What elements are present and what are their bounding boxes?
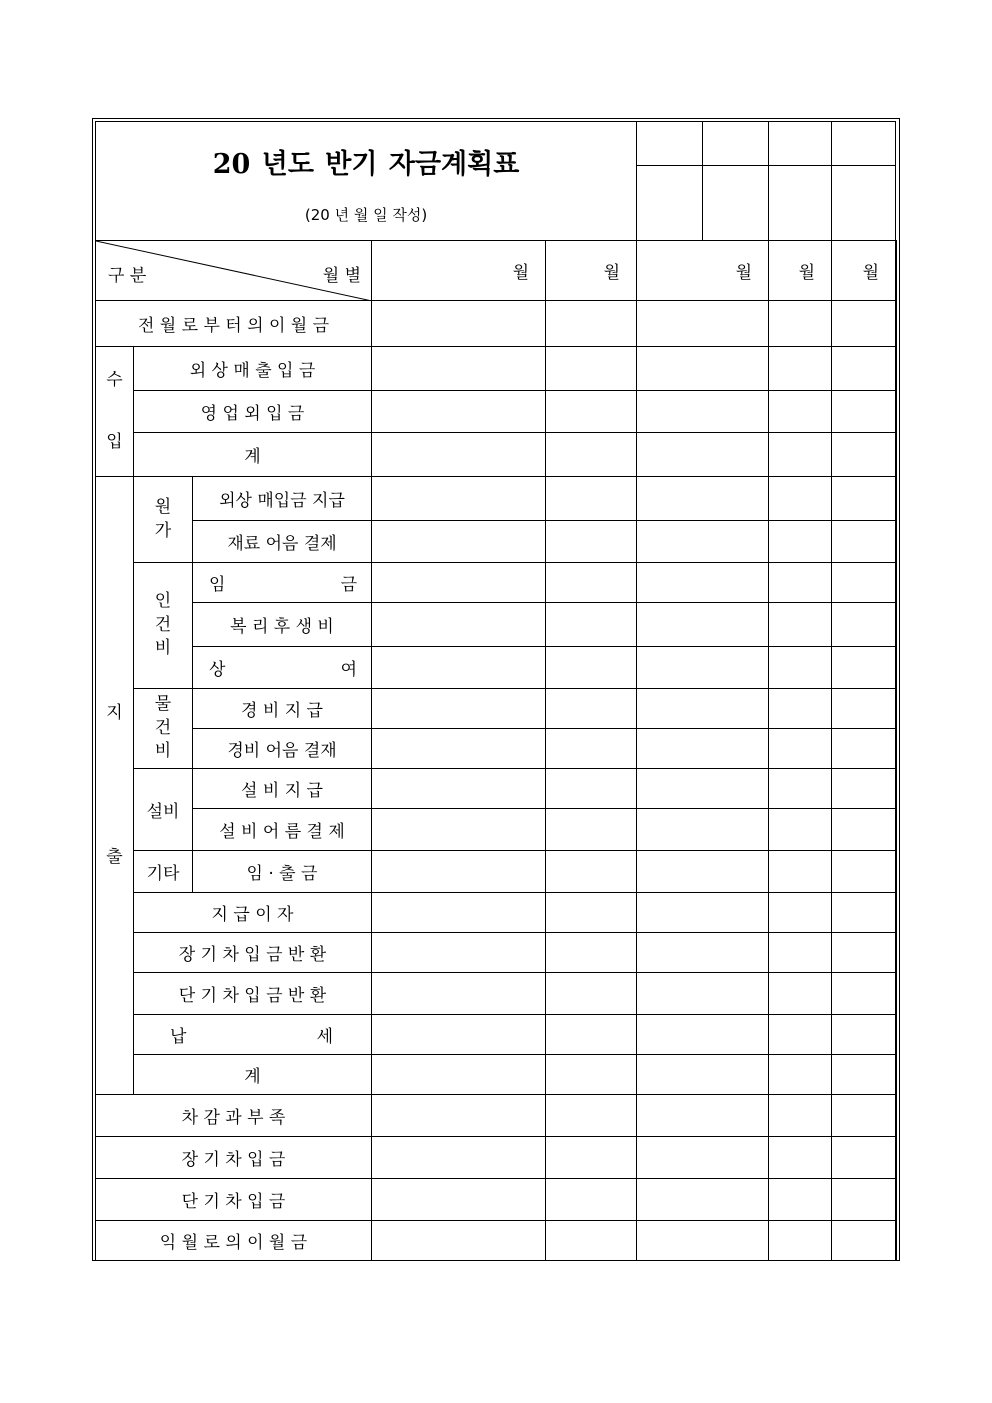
cell — [372, 769, 546, 809]
cell — [372, 973, 546, 1015]
cell — [896, 1221, 897, 1261]
cell — [546, 729, 637, 769]
row-label-bottom: 단 기 차 입 금 — [96, 1179, 372, 1221]
cell — [637, 1095, 769, 1137]
cell — [769, 647, 832, 689]
cell — [637, 477, 769, 521]
other-group-label: 기타 — [134, 851, 193, 893]
cost-group-char: 가 — [154, 520, 172, 541]
cell — [546, 973, 637, 1015]
cell — [832, 1095, 896, 1137]
cell — [832, 933, 896, 973]
month-col-4: 월 — [769, 241, 832, 301]
label-part: 금 — [340, 575, 357, 595]
cell — [769, 433, 832, 477]
cell — [637, 603, 769, 647]
cell — [832, 769, 896, 809]
cell — [769, 893, 832, 933]
labor-group-char: 비 — [154, 638, 172, 659]
spread-label — [193, 655, 371, 680]
row-label-cost: 재료 어음 결제 — [193, 521, 372, 563]
cell — [832, 851, 896, 893]
cell — [546, 433, 637, 477]
cell — [637, 521, 769, 563]
row-label-equip: 설 비 어 름 결 제 — [193, 809, 372, 851]
cell — [546, 1179, 637, 1221]
cell — [372, 851, 546, 893]
cell — [896, 1055, 897, 1095]
cell — [896, 729, 897, 769]
expense-group-char: 지 — [106, 702, 123, 723]
cell — [769, 851, 832, 893]
cell — [769, 521, 832, 563]
labor-group-char: 인 — [154, 590, 172, 611]
cell — [546, 603, 637, 647]
cell — [896, 769, 897, 809]
row-label-bottom: 장 기 차 입 금 — [96, 1137, 372, 1179]
cell — [372, 477, 546, 521]
cell — [637, 689, 769, 729]
cell — [896, 851, 897, 893]
cell — [372, 521, 546, 563]
title-block — [96, 122, 637, 241]
cell — [769, 809, 832, 851]
fund-plan-table — [95, 121, 897, 1261]
cell — [769, 1095, 832, 1137]
cell — [637, 1055, 769, 1095]
expense-group-char: 출 — [106, 846, 123, 867]
cell — [769, 301, 832, 347]
income-group-char: 입 — [106, 431, 123, 452]
material-group-char: 비 — [154, 741, 172, 762]
cell — [832, 391, 896, 433]
row-label-income-total: 계 — [134, 433, 372, 477]
cell — [372, 301, 546, 347]
cell — [896, 521, 897, 563]
cell — [769, 933, 832, 973]
row-label-bottom: 차 감 과 부 족 — [96, 1095, 372, 1137]
cell — [372, 809, 546, 851]
row-label-expense: 지 급 이 자 — [134, 893, 372, 933]
cell — [372, 603, 546, 647]
cell — [637, 893, 769, 933]
row-label-equip: 설 비 지 급 — [193, 769, 372, 809]
labor-group-char: 건 — [154, 614, 172, 635]
cell — [896, 477, 897, 521]
row-label-income: 외 상 매 출 입 금 — [134, 347, 372, 391]
cell — [832, 603, 896, 647]
cell — [546, 689, 637, 729]
cost-group-label — [134, 477, 193, 563]
approval-head-1 — [637, 122, 703, 166]
cell — [896, 1179, 897, 1221]
cell — [832, 1221, 896, 1261]
cell — [832, 433, 896, 477]
cell — [637, 973, 769, 1015]
cell — [896, 1095, 897, 1137]
cell — [832, 1179, 896, 1221]
cell — [896, 301, 897, 347]
cell — [832, 347, 896, 391]
row-label-expense: 단 기 차 입 금 반 환 — [134, 973, 372, 1015]
row-label-expense: 장 기 차 입 금 반 환 — [134, 933, 372, 973]
label-part: 납 — [170, 1027, 187, 1047]
cell — [832, 563, 896, 603]
cell — [372, 647, 546, 689]
cell — [832, 521, 896, 563]
material-group-char: 물 — [154, 693, 172, 714]
cell — [546, 809, 637, 851]
row-label-material: 경 비 지 급 — [193, 689, 372, 729]
cell — [372, 1015, 546, 1055]
cell — [896, 563, 897, 603]
cell — [546, 851, 637, 893]
cell — [637, 933, 769, 973]
cell — [372, 1221, 546, 1261]
month-col-1: 월 — [372, 241, 546, 301]
cell — [546, 477, 637, 521]
row-label-income: 영 업 외 입 금 — [134, 391, 372, 433]
cell — [769, 563, 832, 603]
approval-head-4 — [832, 122, 896, 166]
cell — [372, 1095, 546, 1137]
cell — [372, 1137, 546, 1179]
cell — [637, 563, 769, 603]
cell — [637, 851, 769, 893]
cell — [832, 689, 896, 729]
cell — [769, 1221, 832, 1261]
cell — [546, 391, 637, 433]
cell — [832, 1137, 896, 1179]
cell — [769, 689, 832, 729]
label-part: 임 — [209, 575, 226, 595]
month-col-6 — [896, 241, 897, 301]
header-category-label: 구 분 — [108, 266, 147, 286]
approval-sign-1 — [637, 166, 703, 241]
cell — [769, 973, 832, 1015]
material-group-label — [134, 689, 193, 769]
cell — [546, 1221, 637, 1261]
spread-label — [193, 570, 371, 595]
cell — [637, 433, 769, 477]
cell — [769, 1015, 832, 1055]
row-label-labor: 복 리 후 생 비 — [193, 603, 372, 647]
month-col-5: 월 — [832, 241, 896, 301]
cell — [896, 689, 897, 729]
cell — [637, 647, 769, 689]
page-title: 20 년도 반기 자금계획표 — [212, 149, 520, 180]
cell — [546, 769, 637, 809]
cell — [637, 347, 769, 391]
cell — [832, 729, 896, 769]
row-label-labor — [193, 563, 372, 603]
cell — [637, 1179, 769, 1221]
cost-group-char: 원 — [154, 496, 172, 517]
cell — [769, 1055, 832, 1095]
cell — [832, 647, 896, 689]
cell — [896, 647, 897, 689]
spread-label — [134, 1022, 371, 1047]
cell — [832, 809, 896, 851]
approval-sign-3 — [769, 166, 832, 241]
cell — [546, 1137, 637, 1179]
equip-group-label: 설비 — [134, 769, 193, 851]
cell — [896, 603, 897, 647]
cell — [372, 933, 546, 973]
approval-sign-4 — [832, 166, 896, 241]
cell — [832, 301, 896, 347]
row-label-expense-total: 계 — [134, 1055, 372, 1095]
cell — [832, 893, 896, 933]
label-part: 여 — [340, 660, 357, 680]
month-col-2: 월 — [546, 241, 637, 301]
month-col-3: 월 — [637, 241, 769, 301]
row-label-other: 임 · 출 금 — [193, 851, 372, 893]
label-part: 상 — [209, 660, 226, 680]
cell — [769, 769, 832, 809]
cell — [372, 689, 546, 729]
cell — [637, 729, 769, 769]
cell — [546, 647, 637, 689]
cell — [637, 391, 769, 433]
row-label-labor — [193, 647, 372, 689]
cell — [896, 433, 897, 477]
cell — [637, 1015, 769, 1055]
cell — [769, 603, 832, 647]
label-part: 세 — [316, 1027, 333, 1047]
cell — [896, 933, 897, 973]
row-label-carryover-in: 전 월 로 부 터 의 이 월 금 — [96, 301, 372, 347]
diagonal-header-cell — [96, 241, 372, 301]
cell — [546, 563, 637, 603]
cell — [546, 893, 637, 933]
cell — [769, 347, 832, 391]
expense-group-label — [96, 477, 134, 1095]
cell — [832, 973, 896, 1015]
cell — [769, 729, 832, 769]
cell — [896, 893, 897, 933]
cell — [896, 809, 897, 851]
cell — [832, 1015, 896, 1055]
header-month-label: 월 별 — [322, 266, 361, 286]
cell — [769, 1179, 832, 1221]
cell — [637, 301, 769, 347]
cell — [546, 1055, 637, 1095]
labor-group-label — [134, 563, 193, 689]
approval-sign-2 — [703, 166, 769, 241]
row-label-bottom: 익 월 로 의 이 월 금 — [96, 1221, 372, 1261]
cell — [372, 433, 546, 477]
cell — [372, 1055, 546, 1095]
cell — [372, 347, 546, 391]
cell — [769, 1137, 832, 1179]
cell — [896, 1015, 897, 1055]
cell — [637, 809, 769, 851]
cell — [896, 347, 897, 391]
income-group-label — [96, 347, 134, 477]
cell — [832, 477, 896, 521]
cell — [832, 1055, 896, 1095]
cell — [372, 1179, 546, 1221]
cell — [546, 347, 637, 391]
row-label-material: 경비 어음 결재 — [193, 729, 372, 769]
cell — [372, 391, 546, 433]
approval-head-2 — [703, 122, 769, 166]
cell — [896, 973, 897, 1015]
material-group-char: 건 — [154, 717, 172, 738]
cell — [896, 391, 897, 433]
income-group-char: 수 — [106, 369, 123, 390]
cell — [546, 1015, 637, 1055]
cell — [372, 893, 546, 933]
row-label-cost: 외상 매입금 지급 — [193, 477, 372, 521]
cell — [896, 1137, 897, 1179]
cell — [769, 391, 832, 433]
page-subtitle: (20 년 월 일 작성) — [304, 206, 428, 224]
cell — [546, 1095, 637, 1137]
cell — [637, 1221, 769, 1261]
cell — [546, 933, 637, 973]
cell — [546, 521, 637, 563]
cell — [372, 729, 546, 769]
cell — [637, 1137, 769, 1179]
cell — [546, 301, 637, 347]
cell — [372, 563, 546, 603]
row-label-expense — [134, 1015, 372, 1055]
approval-head-3 — [769, 122, 832, 166]
cell — [637, 769, 769, 809]
cell — [769, 477, 832, 521]
